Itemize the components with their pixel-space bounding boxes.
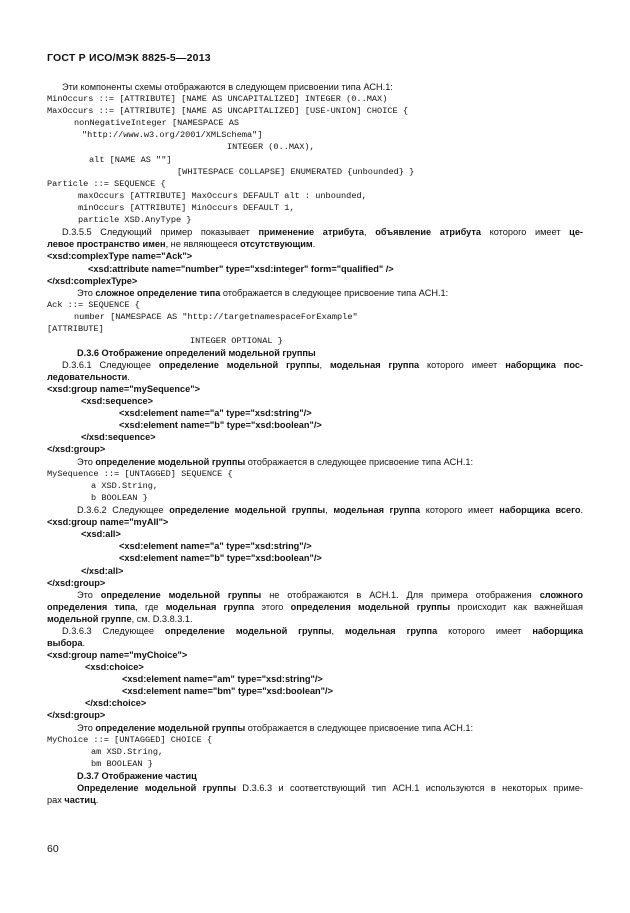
- document-header: ГОСТ Р ИСО/МЭК 8825-5—2013: [47, 52, 211, 64]
- xml-line: <xsd:attribute name="number" type="xsd:integer" form="qualified" />: [88, 264, 394, 274]
- code-line: am XSD.String,: [91, 747, 164, 757]
- xml-line: <xsd:complexType name="Ack">: [47, 251, 193, 261]
- code-line: MyChoice ::= [UNTAGGED] CHOICE {: [47, 735, 213, 745]
- xml-line: <xsd:group name="myChoice">: [47, 650, 188, 660]
- xml-line: </xsd:group>: [47, 578, 106, 588]
- xml-line: </xsd:choice>: [85, 698, 147, 708]
- text-line: Эти компоненты схемы отображаются в следующем присвоении типа АСН.1:: [62, 82, 393, 92]
- xml-line: <xsd:sequence>: [81, 396, 154, 406]
- code-line: "http://www.w3.org/2001/XMLSchema"]: [82, 130, 263, 140]
- code-line: number [NAMESPACE AS "http://targetnamespaceForExample": [74, 312, 358, 322]
- text-line: Это определение модельной группы отображается в следующее присвоение типа АСН.1:: [77, 457, 474, 467]
- text-line: D.3.6.1 Следующее определение модельной группы, модельная группа которого имеет наборщика пос-: [62, 360, 583, 370]
- xml-line: <xsd:element name="a" type="xsd:string"/>: [119, 408, 312, 418]
- xml-line: <xsd:group name="myAll">: [47, 517, 169, 527]
- xml-line: </xsd:all>: [81, 566, 124, 576]
- xml-line: <xsd:element name="am" type="xsd:string"/>: [122, 674, 323, 684]
- xml-line: D.3.6 Отображение определений модельной группы: [77, 348, 316, 358]
- code-line: alt [NAME AS ""]: [89, 155, 172, 165]
- xml-line: <xsd:choice>: [85, 662, 144, 672]
- code-line: [ATTRIBUTE]: [47, 324, 104, 334]
- text-line: Это сложное определение типа отображается в следующее присвоение типа АСН.1:: [77, 288, 449, 298]
- text-line: ледовательности.: [47, 372, 130, 382]
- text-line: модельной группе, см. D.3.8.3.1.: [47, 614, 193, 624]
- code-line: b BOOLEAN }: [91, 493, 148, 503]
- code-line: minOccurs [ATTRIBUTE] MinOccurs DEFAULT 1,: [78, 203, 295, 213]
- xml-line: <xsd:element name="a" type="xsd:string"/>: [119, 541, 312, 551]
- xml-line: D.3.7 Отображение частиц: [77, 771, 197, 781]
- text-line: определения типа, где модельная группа этого определения модельной группы происходит как важнейшая: [47, 602, 583, 612]
- text-line: Это определение модельной группы не отображаются в АСН.1. Для примера отображения сложного: [77, 590, 583, 600]
- page-number: 60: [47, 843, 59, 855]
- code-line: MinOccurs ::= [ATTRIBUTE] [NAME AS UNCAPITALIZED] INTEGER (0..MAX): [47, 94, 388, 104]
- text-line: выбора.: [47, 638, 86, 648]
- xml-line: </xsd:sequence>: [81, 432, 156, 442]
- code-line: particle XSD.AnyType }: [78, 215, 192, 225]
- text-line: рах частиц.: [47, 795, 99, 805]
- code-line: a XSD.String,: [91, 481, 159, 491]
- text-line: D.3.6.2 Следующее определение модельной группы, модельная группа которого имеет наборщика всего.: [77, 505, 584, 515]
- text-line: Это определение модельной группы отображается в следующее присвоение типа АСН.1:: [77, 723, 474, 733]
- code-line: nonNegativeInteger [NAMESPACE AS: [74, 118, 240, 128]
- xml-line: </xsd:group>: [47, 444, 106, 454]
- code-line: MaxOccurs ::= [ATTRIBUTE] [NAME AS UNCAPITALIZED] [USE-UNION] CHOICE {: [47, 106, 408, 116]
- code-line: Ack ::= SEQUENCE {: [47, 300, 140, 310]
- xml-line: <xsd:element name="b" type="xsd:boolean"/>: [119, 553, 322, 563]
- xml-line: <xsd:group name="mySequence">: [47, 384, 200, 394]
- xml-line: <xsd:element name="bm" type="xsd:boolean"/>: [122, 686, 333, 696]
- xml-line: </xsd:complexType>: [47, 276, 138, 286]
- code-line: bm BOOLEAN }: [91, 759, 153, 769]
- text-line: Определение модельной группы D.3.6.3 и соответствующий тип АСН.1 используются в некоторых приме-: [77, 783, 583, 793]
- code-line: MySequence ::= [UNTAGGED] SEQUENCE {: [47, 469, 233, 479]
- text-line: D.3.6.3 Следующее определение модельной группы, модельная группа которого имеет наборщика: [62, 626, 583, 636]
- text-line: левое пространство имен, не являющееся отсутствующим.: [47, 239, 316, 249]
- code-line: Particle ::= SEQUENCE {: [47, 179, 166, 189]
- xml-line: <xsd:element name="b" type="xsd:boolean"/>: [119, 420, 322, 430]
- code-line: INTEGER OPTIONAL }: [190, 336, 283, 346]
- code-line: INTEGER (0..MAX),: [227, 142, 315, 152]
- text-line: D.3.5.5 Следующий пример показывает применение атрибута, объявление атрибута которого имеет це-: [62, 227, 583, 237]
- xml-line: </xsd:group>: [47, 710, 106, 720]
- code-line: maxOccurs [ATTRIBUTE] MaxOccurs DEFAULT alt : unbounded,: [78, 191, 367, 201]
- xml-line: <xsd:all>: [81, 529, 121, 539]
- code-line: [WHITESPACE COLLAPSE] ENUMERATED {unbounded} }: [177, 167, 415, 177]
